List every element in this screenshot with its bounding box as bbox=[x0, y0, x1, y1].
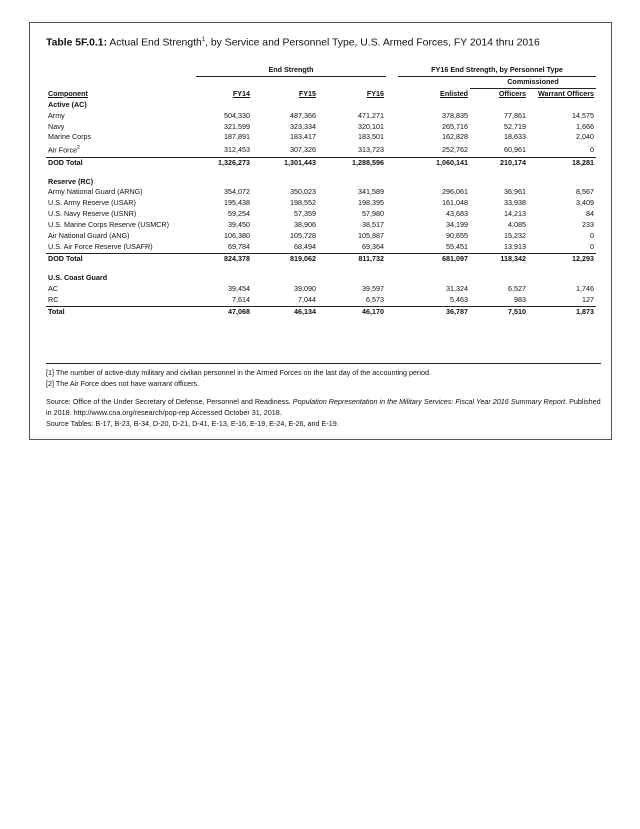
cell-fy14: 504,330 bbox=[224, 110, 250, 120]
fy15-header: FY15 bbox=[298, 88, 316, 98]
cell-fy14: 354,072 bbox=[224, 187, 250, 197]
cell-enlisted: 34,199 bbox=[446, 220, 468, 230]
row-component: DOD Total bbox=[46, 253, 196, 264]
table-row bbox=[46, 295, 596, 306]
cell-fy14: 312,453 bbox=[224, 144, 250, 154]
cell-officers: 6,527 bbox=[508, 283, 526, 293]
cell-fy15: 198,552 bbox=[290, 198, 316, 208]
cell-fy14: 59,254 bbox=[228, 209, 250, 219]
cell-enlisted: 1,060,141 bbox=[398, 157, 470, 168]
row-component: Marine Corps bbox=[48, 132, 92, 142]
cell-fy16: 320,101 bbox=[358, 121, 384, 131]
row-component: U.S. Air Force Reserve (USAFR) bbox=[48, 241, 153, 251]
cell-warrant: 18,281 bbox=[528, 157, 596, 168]
cell-fy14: 39,454 bbox=[228, 283, 250, 293]
source-tables: Source Tables: B-17, B-23, B-34, D-20, D-21, D-41, E-13, E-16, E-19, E-24, E-26, and E-19. bbox=[46, 419, 339, 428]
row-component: RC bbox=[48, 294, 59, 304]
row-component: Navy bbox=[48, 121, 65, 131]
row-component: Air National Guard (ANG) bbox=[48, 231, 130, 241]
cell-enlisted: 252,762 bbox=[442, 144, 468, 154]
coast-guard-heading: U.S. Coast Guard bbox=[48, 272, 108, 282]
cell-warrant: 1,873 bbox=[528, 306, 596, 317]
row-component: Air Force$^2$ bbox=[48, 145, 80, 155]
cell-fy14: 824,378 bbox=[196, 253, 252, 264]
table-row bbox=[46, 209, 596, 220]
table-row bbox=[46, 198, 596, 209]
cell-officers: 15,232 bbox=[504, 231, 526, 241]
active-heading: Active (AC) bbox=[48, 99, 87, 109]
cell-warrant: 1,666 bbox=[576, 121, 595, 131]
source-citation: Source: Office of the Under Secretary of Defense, Personnel and Readiness. Population Representation in the Military Services: Fiscal Year 2016 Summary Report. Published in 2018. http://www.cna.org/research/pop-rep Accessed October 31, 2018. bbox=[46, 397, 601, 417]
cell-warrant: 127 bbox=[582, 294, 595, 304]
cell-fy15: 68,494 bbox=[294, 241, 316, 251]
title-text-rest: , by Service and Personnel Type, U.S. Armed Forces, FY 2014 thru 2016 bbox=[205, 37, 540, 49]
table-row bbox=[46, 187, 596, 198]
title-footnote-ref: 1 bbox=[201, 37, 206, 43]
cell-fy15: 323,334 bbox=[290, 121, 316, 131]
table-container bbox=[29, 22, 612, 440]
cell-enlisted: 296,061 bbox=[442, 187, 468, 197]
cell-enlisted: 681,097 bbox=[398, 253, 470, 264]
table-title: Table 5F.0.1: Actual End Strength$^1$, by Service and Personnel Type, U.S. Armed Forces, FY 2014 thru 2016 bbox=[46, 37, 540, 49]
reserve-heading: Reserve (RC) bbox=[48, 176, 94, 186]
table-label: Table 5F.0.1 bbox=[46, 37, 104, 49]
title-text: Actual End Strength bbox=[109, 37, 202, 49]
cell-fy14: 321,599 bbox=[224, 121, 250, 131]
footnote-2: [2] The Air Force does not have warrant officers. bbox=[46, 379, 200, 388]
cell-enlisted: 55,451 bbox=[446, 241, 468, 251]
cell-fy16: 341,589 bbox=[358, 187, 384, 197]
footnote-ref: 2 bbox=[77, 145, 80, 152]
cell-enlisted: 31,324 bbox=[446, 283, 468, 293]
cell-fy16: 39,597 bbox=[362, 283, 384, 293]
row-component: AC bbox=[48, 283, 58, 293]
cell-warrant: 14,575 bbox=[572, 110, 595, 120]
table-row bbox=[46, 231, 596, 242]
cell-warrant: 0 bbox=[590, 144, 595, 154]
row-component: Army bbox=[48, 110, 65, 120]
cell-warrant: 0 bbox=[590, 241, 595, 251]
cell-fy16: 811,732 bbox=[318, 253, 386, 264]
cell-fy16: 1,288,596 bbox=[318, 157, 386, 168]
cell-officers: 13,913 bbox=[504, 241, 526, 251]
cell-fy15: 38,906 bbox=[294, 220, 316, 230]
cell-fy14: 39,450 bbox=[228, 220, 250, 230]
cell-fy15: 350,023 bbox=[290, 187, 316, 197]
cell-warrant: 3,409 bbox=[576, 198, 595, 208]
cell-fy16: 46,170 bbox=[318, 306, 386, 317]
row-component: U.S. Navy Reserve (USNR) bbox=[48, 209, 137, 219]
commissioned-header: Commissioned bbox=[470, 76, 596, 88]
cell-fy15: 307,326 bbox=[290, 144, 316, 154]
fy16-header: FY16 bbox=[366, 88, 384, 98]
cell-fy14: 7,614 bbox=[232, 294, 250, 304]
cell-officers: 210,174 bbox=[470, 157, 528, 168]
cell-fy15: 39,090 bbox=[294, 283, 316, 293]
cell-officers: 77,861 bbox=[504, 110, 526, 120]
cell-fy16: 6,573 bbox=[366, 294, 384, 304]
cell-fy16: 198,395 bbox=[358, 198, 384, 208]
cell-fy16: 38,517 bbox=[362, 220, 384, 230]
cell-enlisted: 36,787 bbox=[398, 306, 470, 317]
cell-enlisted: 90,655 bbox=[446, 231, 468, 241]
footnote-1: [1] The number of active-duty military and civilian personnel in the Armed Forces on the last day of the accounting period. bbox=[46, 368, 432, 377]
cell-fy15: 105,728 bbox=[290, 231, 316, 241]
cell-warrant: 8,567 bbox=[576, 187, 595, 197]
cell-warrant: 84 bbox=[586, 209, 595, 219]
cell-fy14: 106,380 bbox=[224, 231, 250, 241]
cell-officers: 52,719 bbox=[504, 121, 526, 131]
cell-officers: 983 bbox=[514, 294, 526, 304]
table-row bbox=[46, 143, 596, 157]
cell-officers: 33,938 bbox=[504, 198, 526, 208]
cell-fy15: 57,359 bbox=[294, 209, 316, 219]
cell-enlisted: 265,716 bbox=[442, 121, 468, 131]
cell-warrant: 2,040 bbox=[576, 132, 595, 142]
row-component: DOD Total bbox=[46, 157, 196, 168]
cell-fy16: 105,887 bbox=[358, 231, 384, 241]
cell-officers: 18,633 bbox=[504, 132, 526, 142]
cell-fy15: 487,366 bbox=[290, 110, 316, 120]
cell-enlisted: 162,828 bbox=[442, 132, 468, 142]
cell-fy14: 47,068 bbox=[196, 306, 252, 317]
row-component: U.S. Army Reserve (USAR) bbox=[48, 198, 136, 208]
cell-fy16: 183,501 bbox=[358, 132, 384, 142]
cell-warrant: 1,746 bbox=[576, 283, 595, 293]
cell-enlisted: 5,463 bbox=[450, 294, 468, 304]
row-component: Army National Guard (ARNG) bbox=[48, 187, 143, 197]
total-row bbox=[46, 306, 596, 317]
cell-officers: 60,961 bbox=[504, 144, 526, 154]
table-row bbox=[46, 111, 596, 122]
cell-officers: 4,085 bbox=[508, 220, 526, 230]
table-row bbox=[46, 132, 596, 143]
total-row bbox=[46, 157, 596, 168]
cell-fy14: 1,326,273 bbox=[196, 157, 252, 168]
table-row bbox=[46, 122, 596, 133]
cell-warrant: 12,293 bbox=[528, 253, 596, 264]
cell-fy16: 313,723 bbox=[358, 144, 384, 154]
fy14-header: FY14 bbox=[232, 88, 250, 98]
cell-officers: 14,213 bbox=[504, 209, 526, 219]
table-row bbox=[46, 284, 596, 295]
warrant-officers-header: Warrant Officers bbox=[537, 88, 595, 98]
cell-enlisted: 378,835 bbox=[442, 110, 468, 120]
officers-header: Officers bbox=[498, 88, 526, 98]
cell-enlisted: 161,048 bbox=[442, 198, 468, 208]
table-notes bbox=[46, 363, 601, 429]
cell-fy15: 46,134 bbox=[252, 306, 318, 317]
cell-fy14: 69,784 bbox=[228, 241, 250, 251]
cell-enlisted: 43,683 bbox=[446, 209, 468, 219]
total-row bbox=[46, 253, 596, 264]
row-component: U.S. Marine Corps Reserve (USMCR) bbox=[48, 220, 170, 230]
cell-warrant: 233 bbox=[582, 220, 595, 230]
fy16-by-type-header: FY16 End Strength, by Personnel Type bbox=[398, 65, 596, 76]
cell-fy14: 187,891 bbox=[224, 132, 250, 142]
cell-fy15: 183,417 bbox=[290, 132, 316, 142]
cell-fy15: 819,062 bbox=[252, 253, 318, 264]
component-header: Component bbox=[48, 88, 88, 98]
table-row bbox=[46, 220, 596, 231]
cell-fy16: 69,364 bbox=[362, 241, 384, 251]
end-strength-table bbox=[46, 65, 596, 317]
cell-fy15: 1,301,443 bbox=[252, 157, 318, 168]
enlisted-header: Enlisted bbox=[440, 88, 468, 98]
cell-officers: 7,510 bbox=[470, 306, 528, 317]
cell-fy16: 471,271 bbox=[358, 110, 384, 120]
table-row bbox=[46, 242, 596, 253]
cell-warrant: 0 bbox=[590, 231, 595, 241]
cell-officers: 36,961 bbox=[504, 187, 526, 197]
end-strength-header: End Strength bbox=[196, 65, 386, 76]
cell-fy14: 195,438 bbox=[224, 198, 250, 208]
cell-fy16: 57,980 bbox=[362, 209, 384, 219]
cell-officers: 118,342 bbox=[470, 253, 528, 264]
row-component: Total bbox=[46, 306, 196, 317]
cell-fy15: 7,044 bbox=[298, 294, 316, 304]
